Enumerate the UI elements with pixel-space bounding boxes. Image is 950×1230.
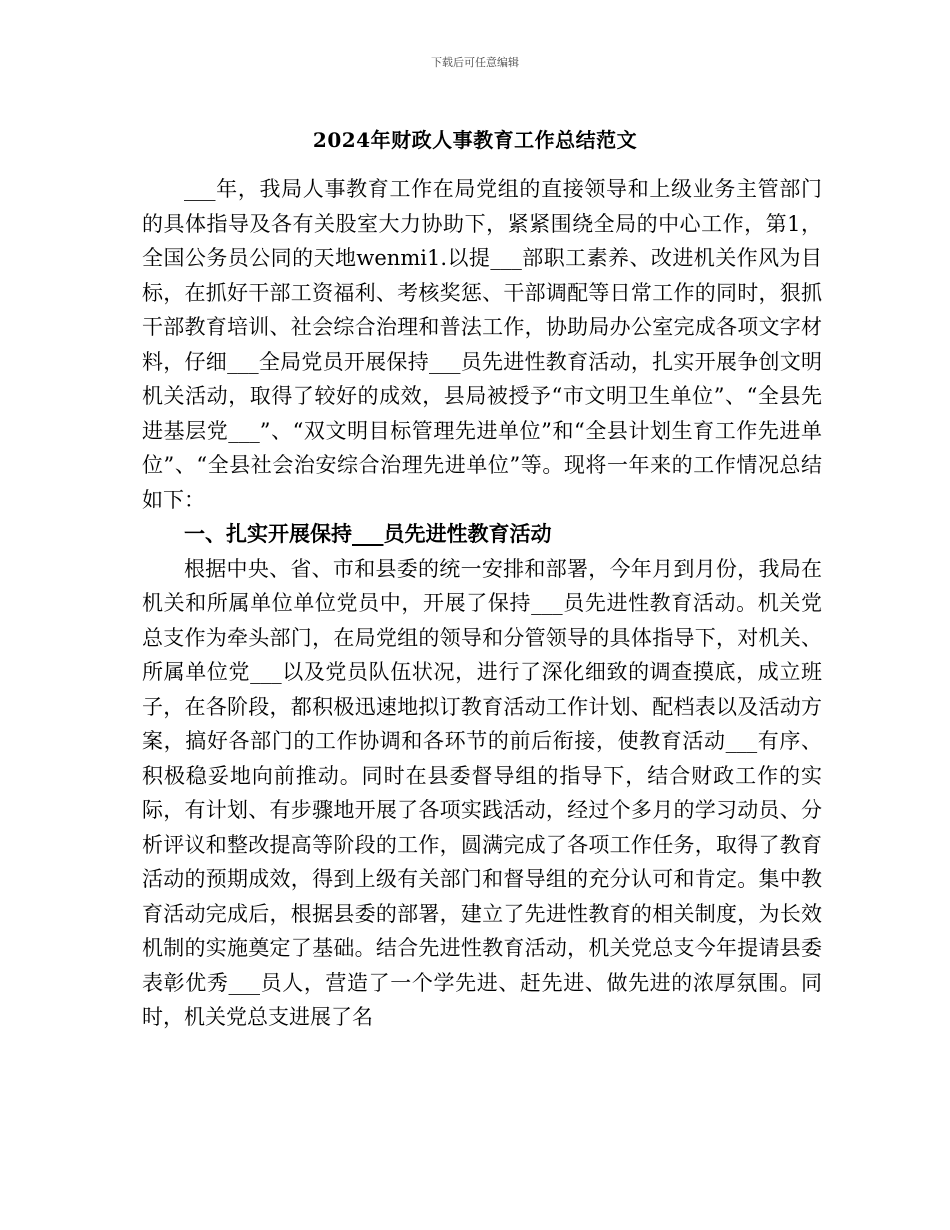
document-title: 2024年财政人事教育工作总结范文 <box>312 128 638 152</box>
header-note: 下载后可任意编辑 <box>431 56 519 69</box>
intro-paragraph: ___年，我局人事教育工作在局党组的直接领导和上级业务主管部门的具体指导及各有关股室大力协助下，紧紧围绕全局的中心工作，第1，全国公务员公同的天地wenmi1.以提___部职工素养、改进机关作风为目标，在抓好干部工资福利、考核奖惩、干部调配等日常工作的同时，狠抓干部教育培训、社会综合治理和普法工作，协助局办公室完成各项文字材料，仔细___全局党员开展保持___员先进性教育活动，扎实开展争创文明机关活动，取得了较好的成效，县局被授予“市文明卫生单位”、“全县先进基层党___”、“双文明目标管理先进单位”和“全县计划生育工作先进单位”、“全县社会治安综合治理先进单位”等。现将一年来的工作情况总结如下： <box>142 177 822 512</box>
section-paragraph: 根据中央、省、市和县委的统一安排和部署，今年月到月份，我局在机关和所属单位单位党员中，开展了保持___员先进性教育活动。机关党总支作为牵头部门，在局党组的领导和分管领导的具体指导下，对机关、所属单位党___以及党员队伍状况，进行了深化细致的调查摸底，成立班子，在各阶段，都积极迅速地拟订教育活动工作计划、配档表以及活动方案，搞好各部门的工作协调和各环节的前后衔接，使教育活动___有序、积极稳妥地向前推动。同时在县委督导组的指导下，结合财政工作的实际，有计划、有步骤地开展了各项实践活动，经过个多月的学习动员、分析评议和整改提高等阶段的工作，圆满完成了各项工作任务，取得了教育活动的预期成效，得到上级有关部门和督导组的充分认可和肯定。集中教育活动完成后，根据县委的部署，建立了先进性教育的相关制度，为长效机制的实施奠定了基础。结合先进性教育活动，机关党总支今年提请县委表彰优秀___员人，营造了一个学先进、赶先进、做先进的浓厚氛围。同时，机关党总支进展了名 <box>142 556 822 1029</box>
document-body <box>142 172 822 1035</box>
section-heading: 一、扎实开展保持___员先进性教育活动 <box>184 521 552 546</box>
